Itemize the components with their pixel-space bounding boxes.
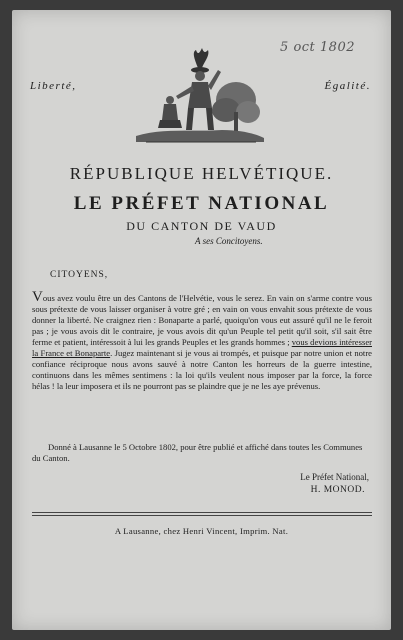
drop-capital: V [32, 289, 43, 305]
address-line: A ses Concitoyens. [195, 236, 263, 246]
date-clause: Donné à Lausanne le 5 Octobre 1802, pour être publié et affiché dans toutes les Communes du Canton. [32, 442, 363, 463]
proclamation-body [32, 289, 372, 392]
body-part-2: . Jugez maintenant si je vous ai trompés, et puisque par notre union et notre confiance réciproque nous avons sauvé à notre Canton les horreurs de la guerre intestine, continuons dans les mêmes sentimens : la loi qu'ils veulent nous imposer par la force, la force hélas ! la leur imposera et ils ne pourront pas se plaindre que je ne les aye prévenus. [32, 348, 372, 391]
motto-equality: Égalité. [324, 80, 371, 92]
motto-liberty: Liberté, [30, 80, 77, 92]
document-page [12, 10, 391, 630]
republic-title: RÉPUBLIQUE HELVÉTIQUE. [69, 164, 334, 183]
body-part-1: ous avez voulu être un des Cantons de l'Helvétie, vous le serez. En vain on s'arme contre vous sous prétexte de vous laisser organiser à votre gré ; en vain on vous envahit sous prétexte de vous donner la liberté. Ne craignez rien : Bonaparte a parlé, quoiqu'on vous eut assuré qu'il ne le feroit pas ; je vous avois dit le contraire, je vous avois dit qu'un Peuple tel petit qu'il soit, s'il sait être ferme et patient, intéressoit à lui les grands Peuples et les grands hommes ; [32, 293, 372, 347]
double-rule-divider [32, 512, 372, 516]
signature-title: Le Préfet National, [300, 472, 369, 482]
underlined-passage: vous devions intéresser la France et Bonaparte [32, 337, 372, 358]
prefect-title: LE PRÉFET NATIONAL [73, 193, 330, 214]
canton-title: DU CANTON DE VAUD [126, 219, 277, 233]
printer-imprint: A Lausanne, chez Henri Vincent, Imprim. Nat. [114, 526, 289, 536]
signature-name: H. MONOD. [310, 485, 365, 495]
handwritten-date-note: 5 oct 1802 [280, 40, 355, 55]
salutation: CITOYENS, [50, 270, 109, 280]
engraved-vignette-icon [132, 48, 266, 148]
